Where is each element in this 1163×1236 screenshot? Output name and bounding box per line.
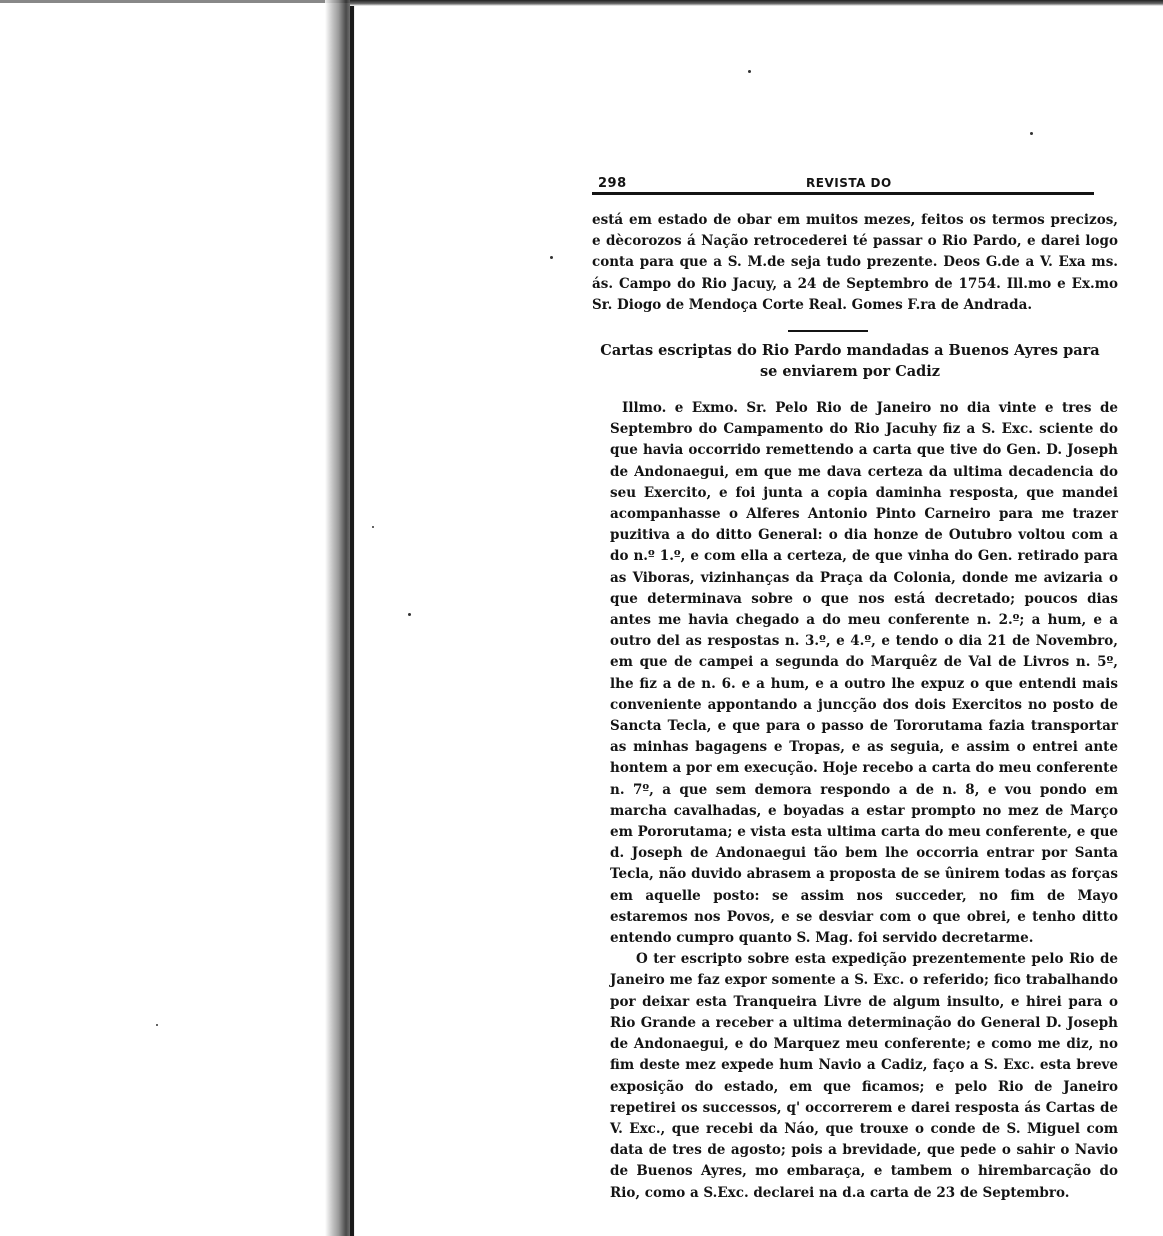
letter-body (610, 398, 1118, 1204)
page-number: 298 (598, 176, 627, 191)
journal-title: REVISTA DO (806, 176, 892, 190)
section-title: Cartas escriptas do Rio Pardo mandadas a Buenos Ayres para se enviarem por Cadiz (600, 342, 1100, 380)
scan-speck (408, 613, 411, 616)
header-rule (592, 192, 1094, 195)
book-gutter-line (350, 0, 354, 1236)
scan-speck (550, 256, 553, 259)
running-head (588, 172, 1118, 192)
scan-top-edge-left (0, 0, 350, 3)
letter-paragraph-1: Illmo. e Exmo. Sr. Pelo Rio de Janeiro no dia vinte e tres de Septembro do Campamento do Rio Jacuhy fiz a S. Exc. sciente do que havia occorrido remettendo a carta que tive do Gen. D. Joseph de Andonaegui, em que me dava certeza da ultima decadencia do seu Exercito, e foi junta a copia daminha resposta, que mandei acompanhasse o Alferes Antonio Pinto Carneiro para me trazer puzitiva a do ditto General: o dia honze de Outubro voltou com a do n.º 1.º, e com ella a certeza, de que vinha do Gen. retirado para as Viboras, vizinhanças da Praça da Colonia, donde me avizaria o que determinava sobre o que nos está decretado; poucos dias antes me havia chegado a do meu conferente n. 2.º; a hum, e a outro del as respostas n. 3.º, e 4.º, e tendo o dia 21 de Novembro, em que de campei a segunda do Marquêz de Val de Livros n. 5º, lhe fiz a de n. 6. e a hum, e a outro lhe expuz o que entendi mais conveniente appontando a juncção dos dois Exercitos no posto de Sancta Tecla, e que para o passo de Tororutama fazia transportar as minhas bagagens e Tropas, e as seguia, e assim o entrei ante hontem a por em execução. Hoje recebo a carta do meu conferente n. 7º, a que sem demora respondo a de n. 8, e vou pondo em marcha cavalhadas, e boyadas a estar prompto no mez de Março em Pororutama; e vista esta ultima carta do meu conferente, e que d. Joseph de Andonaegui tão bem lhe occorria entrar por Santa Tecla, não duvido abrasem a proposta de se ûnirem todas as forças em aquelle posto: se assim nos succeder, no fim de Mayo estaremos nos Povos, e se desviar com o que obrei, e tenho ditto entendo cumpro quanto S. Mag. foi servido decretarme. (610, 400, 1118, 947)
letter-paragraph-2: O ter escripto sobre esta expedição prezentemente pelo Rio de Janeiro me faz expor somente a S. Exc. o referido; fico trabalhando por deixar esta Tranqueira Livre de algum insulto, e hirei para o Rio Grande a receber a ultima determinação do General D. Joseph de Andonaegui, e do Marquez meu conferente; e como me diz, no fim deste mez expede hum Navio a Cadiz, faço a S. Exc. esta breve exposição do estado, em que ficamos; e pelo Rio de Janeiro repetirei os successos, q' occorrerem e darei resposta ás Cartas de V. Exc., que recebi da Náo, que trouxe o conde de S. Miguel com data de tres de agosto; pois a brevidade, que pede o sahir o Navio de Buenos Ayres, mo embaraça, e tambem o hirembarcação do Rio, como a S.Exc. declarei na d.a carta de 23 de Septembro. (610, 951, 1118, 1201)
section-divider (788, 330, 868, 332)
scan-speck (156, 1024, 158, 1026)
scan-speck (372, 526, 374, 528)
previous-letter-closing: está em estado de obar em muitos mezes, feitos os termos precizos, e dècorozos á Nação retrocederei té passar o Rio Pardo, e darei logo conta para que a S. M.de seja tudo prezente. Deos G.de a V. Exa ms. ás. Campo do Rio Jacuy, a 24 de Septembro de 1754. Ill.mo e Ex.mo Sr. Diogo de Mendoça Corte Real. Gomes F.ra de Andrada. (592, 212, 1118, 313)
scan-speck (748, 70, 751, 73)
scan-speck (1030, 132, 1033, 135)
book-page (588, 172, 1118, 1201)
scan-top-edge (350, 0, 1163, 6)
